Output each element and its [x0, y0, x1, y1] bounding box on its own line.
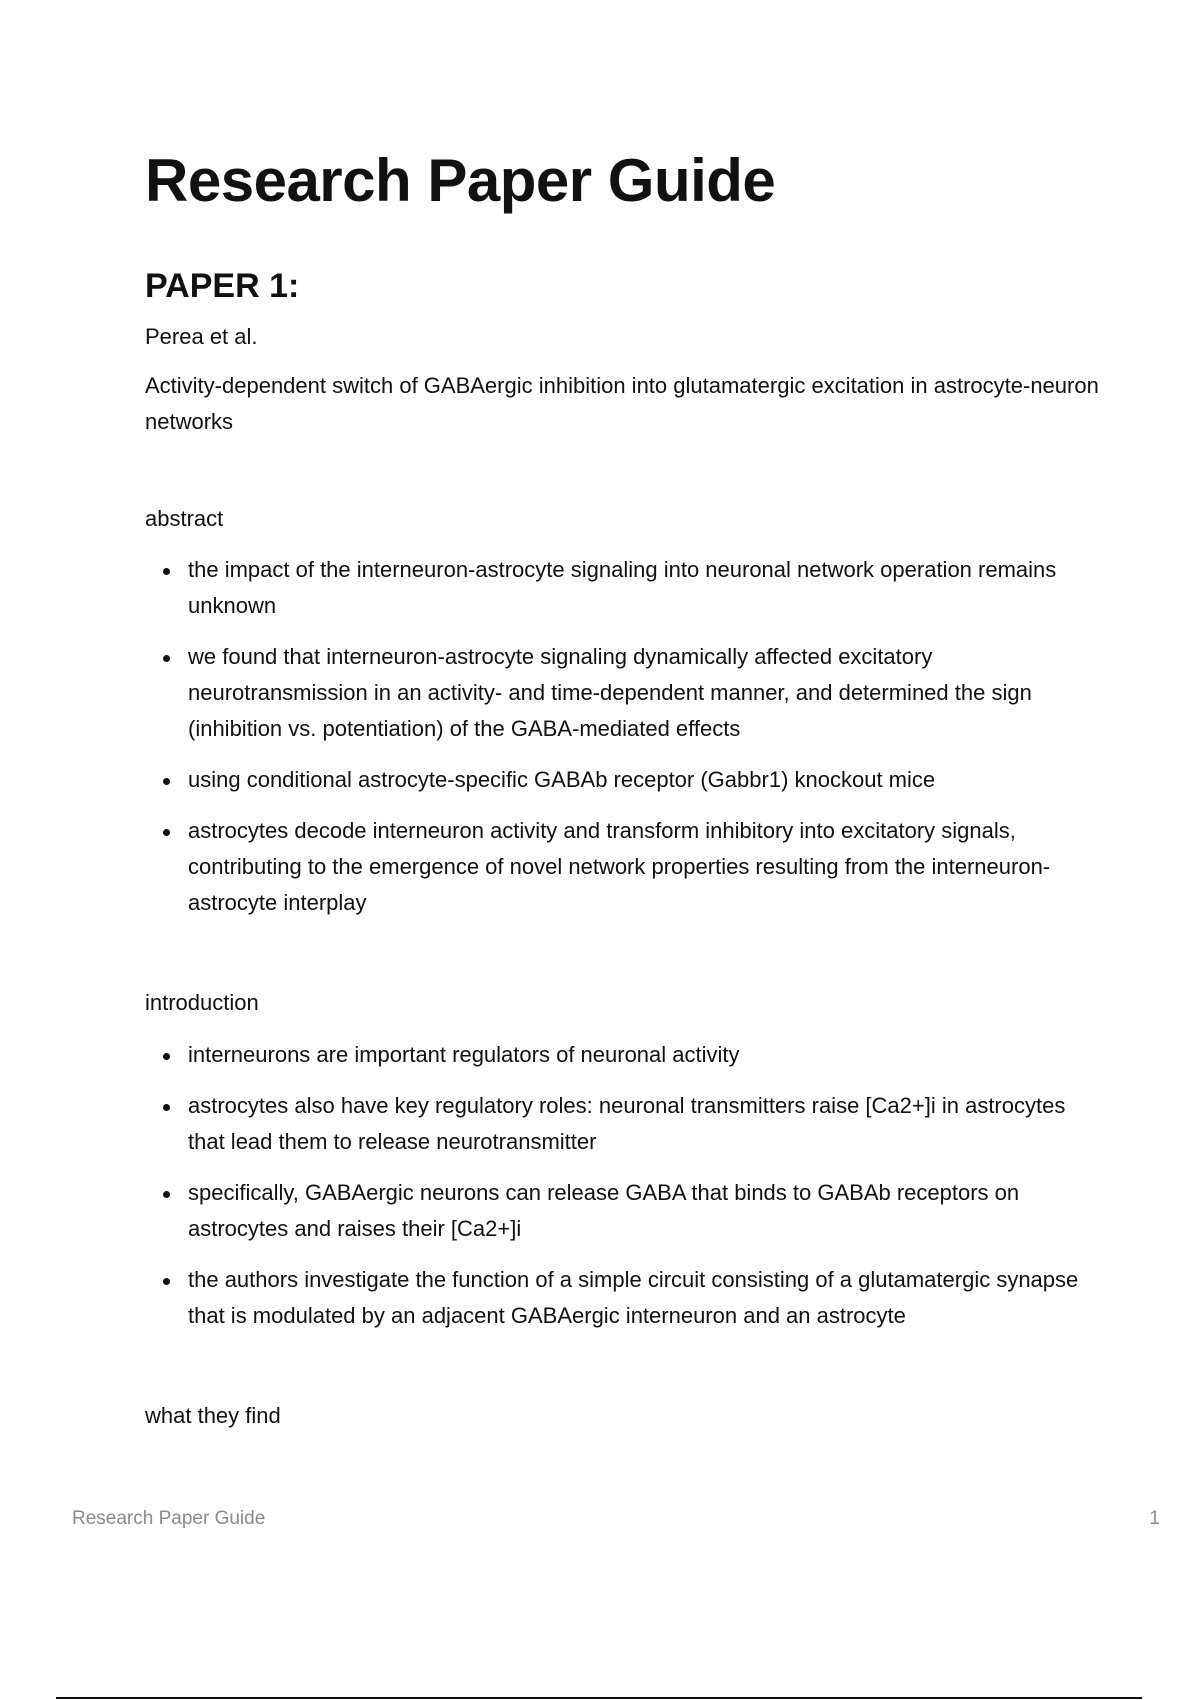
introduction-item: the authors investigate the function of a simple circuit consisting of a glutamatergic synapse that is modulated by an adjacent GABAergic interneuron and an astrocyte: [145, 1262, 1105, 1334]
paper-authors: Perea et al.: [145, 324, 258, 349]
introduction-item: interneurons are important regulators of neuronal activity: [145, 1037, 1105, 1073]
abstract-item: astrocytes decode interneuron activity and transform inhibitory into excitatory signals, contributing to the emergence of novel network properties resulting from the interneuron-astrocyte interplay: [145, 813, 1105, 921]
abstract-label: abstract: [145, 506, 224, 531]
paper-title: Activity-dependent switch of GABAergic inhibition into glutamatergic excitation in astrocyte-neuron networks: [145, 373, 1099, 434]
document-title: Research Paper Guide: [145, 147, 776, 214]
findings-label: what they find: [145, 1403, 281, 1428]
footer-title: Research Paper Guide: [72, 1508, 266, 1529]
page-number: 1: [1149, 1508, 1160, 1529]
abstract-list: [145, 552, 1105, 936]
page-divider: [56, 1697, 1142, 1699]
introduction-list: [145, 1037, 1105, 1349]
introduction-item: astrocytes also have key regulatory roles: neuronal transmitters raise [Ca2+]i in astrocytes that lead them to release neurotransmitter: [145, 1088, 1105, 1160]
introduction-label: introduction: [145, 990, 259, 1015]
introduction-item: specifically, GABAergic neurons can release GABA that binds to GABAb receptors on astrocytes and raises their [Ca2+]i: [145, 1175, 1105, 1247]
abstract-item: we found that interneuron-astrocyte signaling dynamically affected excitatory neurotransmission in an activity- and time-dependent manner, and determined the sign (inhibition vs. potentiation) of the GABA-mediated effects: [145, 639, 1105, 747]
paper-heading: PAPER 1:: [145, 267, 300, 305]
abstract-item: the impact of the interneuron-astrocyte signaling into neuronal network operation remains unknown: [145, 552, 1105, 624]
abstract-item: using conditional astrocyte-specific GABAb receptor (Gabbr1) knockout mice: [145, 762, 1105, 798]
